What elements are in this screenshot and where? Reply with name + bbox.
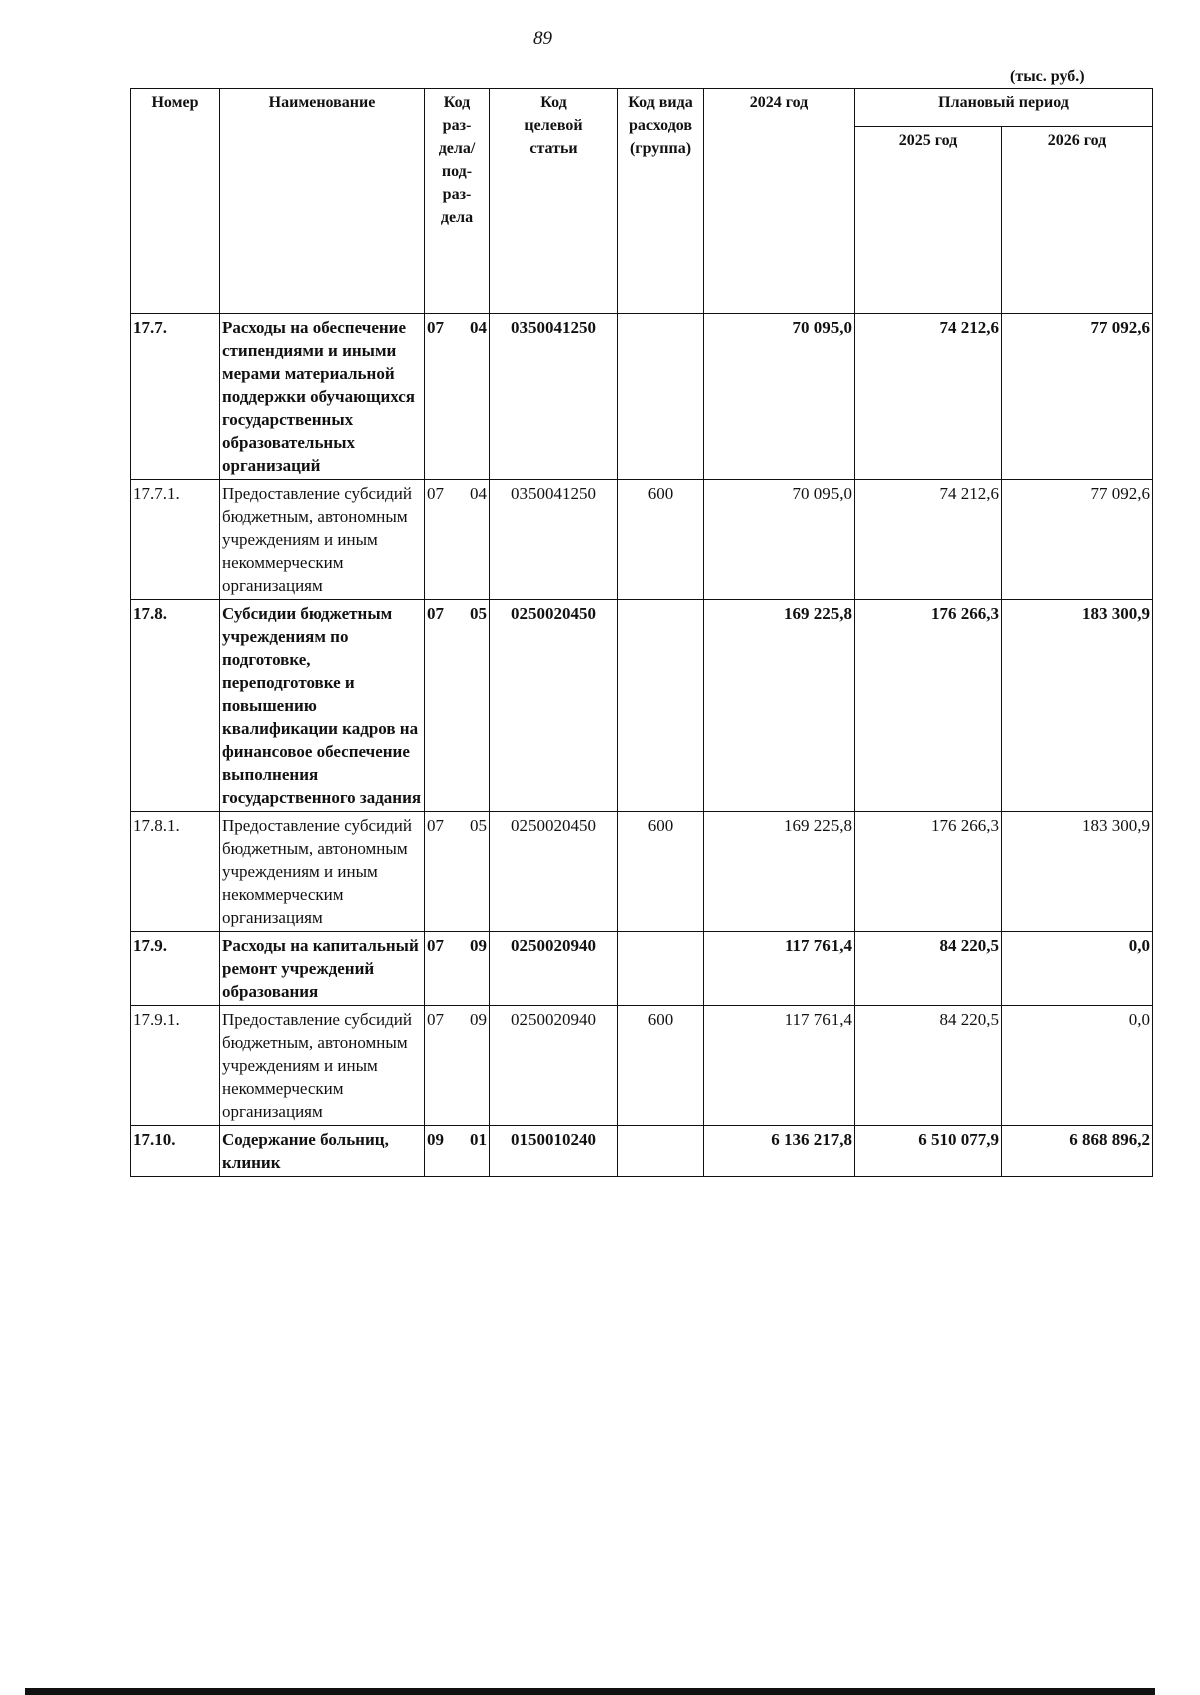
row-name-cell: Расходы на обеспечение стипендиями и иными мерами материальной поддержки обучающихся государственных образовательных организаций bbox=[220, 314, 425, 480]
row-amount-2024-cell: 70 095,0 bbox=[704, 480, 855, 600]
row-number-cell: 17.7.1. bbox=[131, 480, 220, 600]
row-amount-2024-cell: 117 761,4 bbox=[704, 932, 855, 1006]
table-row bbox=[131, 1126, 1153, 1177]
budget-table bbox=[130, 88, 1153, 1177]
row-name-cell: Содержание больниц, клиник bbox=[220, 1126, 425, 1177]
row-target-code-cell: 0250020450 bbox=[490, 812, 618, 932]
row-expense-type-cell bbox=[618, 314, 704, 480]
row-amount-2025-cell: 84 220,5 bbox=[855, 1006, 1002, 1126]
section-code: 07 bbox=[427, 318, 444, 337]
row-expense-type-cell bbox=[618, 1126, 704, 1177]
row-amount-2026-cell: 77 092,6 bbox=[1002, 314, 1153, 480]
row-amount-2026-cell: 0,0 bbox=[1002, 932, 1153, 1006]
header-planning-period: Плановый период bbox=[855, 89, 1153, 127]
section-code: 07 bbox=[427, 936, 444, 955]
subsection-code: 05 bbox=[470, 604, 487, 623]
table-row bbox=[131, 932, 1153, 1006]
row-section-cell bbox=[425, 1126, 490, 1177]
row-expense-type-cell: 600 bbox=[618, 1006, 704, 1126]
subsection-code: 05 bbox=[470, 816, 487, 835]
row-amount-2026-cell: 77 092,6 bbox=[1002, 480, 1153, 600]
row-number-cell: 17.9. bbox=[131, 932, 220, 1006]
row-amount-2025-cell: 74 212,6 bbox=[855, 480, 1002, 600]
row-section-cell bbox=[425, 932, 490, 1006]
row-name-cell: Предоставление субсидий бюджетным, автономным учреждениям и иным некоммерческим организациям bbox=[220, 1006, 425, 1126]
section-code: 07 bbox=[427, 816, 444, 835]
row-expense-type-cell: 600 bbox=[618, 480, 704, 600]
row-amount-2026-cell: 183 300,9 bbox=[1002, 812, 1153, 932]
units-label: (тыс. руб.) bbox=[1010, 68, 1085, 85]
row-amount-2025-cell: 84 220,5 bbox=[855, 932, 1002, 1006]
row-expense-type-cell bbox=[618, 932, 704, 1006]
row-target-code-cell: 0250020940 bbox=[490, 1006, 618, 1126]
table-row bbox=[131, 600, 1153, 812]
subsection-code: 09 bbox=[470, 936, 487, 955]
row-section-cell bbox=[425, 480, 490, 600]
row-number-cell: 17.8.1. bbox=[131, 812, 220, 932]
row-amount-2024-cell: 6 136 217,8 bbox=[704, 1126, 855, 1177]
row-section-cell bbox=[425, 812, 490, 932]
header-year-2026: 2026 год bbox=[1002, 127, 1153, 314]
section-code: 07 bbox=[427, 1010, 444, 1029]
row-amount-2026-cell: 0,0 bbox=[1002, 1006, 1153, 1126]
row-amount-2025-cell: 6 510 077,9 bbox=[855, 1126, 1002, 1177]
row-amount-2025-cell: 176 266,3 bbox=[855, 600, 1002, 812]
header-year-2025: 2025 год bbox=[855, 127, 1002, 314]
header-expense-type: Код вида расходов (группа) bbox=[618, 89, 704, 314]
row-name-cell: Субсидии бюджетным учреждениям по подготовке, переподготовке и повышению квалификации кадров на финансовое обеспечение выполнения государственного задания bbox=[220, 600, 425, 812]
row-target-code-cell: 0250020940 bbox=[490, 932, 618, 1006]
table-row bbox=[131, 812, 1153, 932]
row-amount-2024-cell: 70 095,0 bbox=[704, 314, 855, 480]
scan-edge-rule bbox=[25, 1688, 1155, 1695]
header-section-code: Код раз-дела/ под-раз-дела bbox=[425, 89, 490, 314]
section-code: 09 bbox=[427, 1130, 444, 1149]
subsection-code: 01 bbox=[470, 1130, 487, 1149]
row-amount-2025-cell: 176 266,3 bbox=[855, 812, 1002, 932]
row-section-cell bbox=[425, 600, 490, 812]
row-number-cell: 17.9.1. bbox=[131, 1006, 220, 1126]
row-number-cell: 17.7. bbox=[131, 314, 220, 480]
row-amount-2024-cell: 169 225,8 bbox=[704, 600, 855, 812]
table-body bbox=[131, 314, 1153, 1177]
row-number-cell: 17.10. bbox=[131, 1126, 220, 1177]
table-row bbox=[131, 480, 1153, 600]
row-target-code-cell: 0350041250 bbox=[490, 480, 618, 600]
subsection-code: 04 bbox=[470, 484, 487, 503]
row-amount-2026-cell: 6 868 896,2 bbox=[1002, 1126, 1153, 1177]
section-code: 07 bbox=[427, 604, 444, 623]
row-section-cell bbox=[425, 1006, 490, 1126]
row-amount-2026-cell: 183 300,9 bbox=[1002, 600, 1153, 812]
row-name-cell: Предоставление субсидий бюджетным, автономным учреждениям и иным некоммерческим организациям bbox=[220, 812, 425, 932]
row-section-cell bbox=[425, 314, 490, 480]
row-target-code-cell: 0350041250 bbox=[490, 314, 618, 480]
row-number-cell: 17.8. bbox=[131, 600, 220, 812]
subsection-code: 04 bbox=[470, 318, 487, 337]
row-name-cell: Расходы на капитальный ремонт учреждений образования bbox=[220, 932, 425, 1006]
row-expense-type-cell bbox=[618, 600, 704, 812]
row-target-code-cell: 0250020450 bbox=[490, 600, 618, 812]
row-expense-type-cell: 600 bbox=[618, 812, 704, 932]
subsection-code: 09 bbox=[470, 1010, 487, 1029]
row-target-code-cell: 0150010240 bbox=[490, 1126, 618, 1177]
page-number: 89 bbox=[533, 28, 552, 49]
row-amount-2024-cell: 169 225,8 bbox=[704, 812, 855, 932]
row-name-cell: Предоставление субсидий бюджетным, автономным учреждениям и иным некоммерческим организациям bbox=[220, 480, 425, 600]
header-name: Наименование bbox=[220, 89, 425, 314]
header-target-code: Код целевой статьи bbox=[490, 89, 618, 314]
header-number: Номер bbox=[131, 89, 220, 314]
row-amount-2025-cell: 74 212,6 bbox=[855, 314, 1002, 480]
header-year-2024: 2024 год bbox=[704, 89, 855, 314]
table-row bbox=[131, 1006, 1153, 1126]
table-row bbox=[131, 314, 1153, 480]
section-code: 07 bbox=[427, 484, 444, 503]
row-amount-2024-cell: 117 761,4 bbox=[704, 1006, 855, 1126]
